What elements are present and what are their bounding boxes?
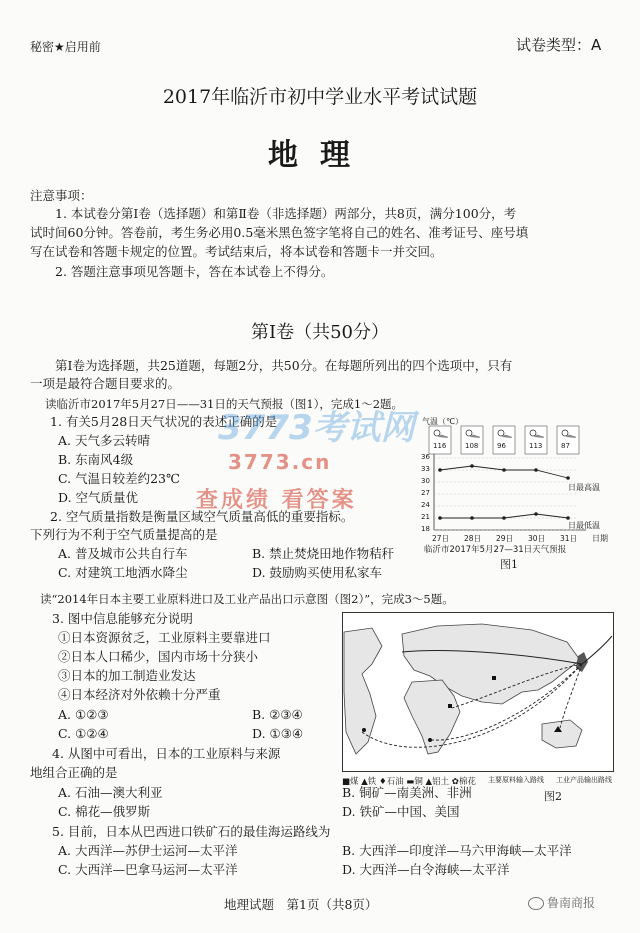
- world-map: [342, 612, 614, 772]
- read-instruction-2: 读“2014年日本主要工业原料进口及工业产品出口示意图（图2）”，完成3～5题。: [40, 592, 454, 606]
- aqi-label: 87: [561, 442, 570, 450]
- series-line-high: [440, 466, 568, 478]
- x-tick-label: 28日: [464, 534, 482, 543]
- point-high: [502, 468, 506, 472]
- fig2-caption: 图2: [544, 790, 562, 803]
- point-low: [470, 516, 474, 520]
- x-tick-label: 30日: [528, 534, 546, 543]
- resource-marker: [492, 676, 496, 680]
- q5-option-c: C. 大西洋—巴拿马运河—太平洋: [58, 862, 238, 877]
- notice-item2: 2. 答题注意事项见答题卡，答在本试卷上不得分。: [55, 264, 334, 279]
- notice-item1-line1: 1. 本试卷分第Ⅰ卷（选择题）和第Ⅱ卷（非选择题）两部分，共8页，满分100分，考: [55, 206, 517, 221]
- q2-option-d: D. 鼓励购买使用私家车: [252, 565, 383, 580]
- q2-stem-line2: 下列行为不利于空气质量提高的是: [30, 527, 218, 542]
- fig1-xaxis-label: 日期: [592, 534, 608, 543]
- q3-statement-2: ②日本人口稀少，国内市场十分狭小: [58, 649, 259, 664]
- read-instruction-1: 读临沂市2017年5月27日——31日的天气预报（图1），完成1～2题。: [45, 397, 404, 411]
- y-tick-label: 24: [421, 501, 430, 509]
- q4-stem-line2: 地组合正确的是: [30, 765, 118, 780]
- notice-item1-line2: 试时间60分钟。答卷前，考生务必用0.5毫米黑色签字笔将自己的姓名、准考证号、座号填: [30, 225, 529, 240]
- notice-item1-line3: 写在试卷和答题卡规定的位置。考试结束后，将本试卷和答题卡一并交回。: [30, 244, 443, 259]
- q2-option-c: C. 对建筑工地洒水降尘: [58, 565, 188, 580]
- q4-stem-line1: 4. 从图中可看出，日本的工业原料与来源: [52, 746, 281, 761]
- x-tick-label: 27日: [432, 534, 450, 543]
- resource-marker: [448, 704, 452, 708]
- fig1-caption-title: 临沂市2017年5月27—31日天气预报: [424, 545, 567, 555]
- point-high: [566, 476, 570, 480]
- paper-type: 试卷类型：A: [516, 36, 602, 54]
- point-low: [534, 512, 538, 516]
- x-tick-label: 31日: [560, 534, 578, 543]
- page-footer: 地理试题 第1页（共8页）: [224, 897, 378, 912]
- notice-heading: 注意事项：: [30, 188, 93, 203]
- y-tick-label: 36: [421, 453, 430, 461]
- q5-option-a: A. 大西洋—苏伊士运河—太平洋: [58, 843, 238, 858]
- q3-statement-3: ③日本的加工制造业发达: [58, 668, 196, 683]
- watermark-site: 3773考试网: [218, 408, 415, 448]
- point-high: [438, 468, 442, 472]
- resource-marker: [362, 728, 366, 732]
- y-tick-label: 27: [421, 489, 430, 497]
- aqi-label: 96: [497, 442, 506, 450]
- q4-option-c: C. 棉花—俄罗斯: [58, 804, 151, 819]
- exam-title: 2017年临沂市初中学业水平考试试题: [162, 86, 478, 108]
- q3-stem: 3. 图中信息能够充分说明: [52, 611, 193, 626]
- q1-stem: 1. 有关5月28日天气状况的表述正确的是: [50, 414, 278, 429]
- q1-option-c: C. 气温日较差约23℃: [58, 471, 180, 486]
- y-tick-label: 33: [421, 465, 430, 473]
- section-title: 第Ⅰ卷（共50分）: [250, 322, 389, 343]
- aqi-label: 116: [433, 442, 447, 450]
- q2-option-a: A. 普及城市公共自行车: [58, 546, 188, 561]
- q4-option-d: D. 铁矿—中国、美国: [342, 804, 460, 819]
- legend-low-temp: 日最低温: [568, 521, 600, 530]
- q5-option-d: D. 大西洋—白令海峡—太平洋: [342, 862, 510, 877]
- q5-stem: 5. 目前，日本从巴西进口铁矿石的最佳海运路线为: [52, 824, 331, 839]
- logo-text: 鲁南商报: [547, 896, 596, 910]
- point-low: [502, 516, 506, 520]
- point-high: [534, 468, 538, 472]
- q3-option-b: B. ②③④: [252, 707, 303, 722]
- map-legend-import: 主要原料输入路线: [488, 776, 544, 784]
- map-legend-export: 工业产品输出路线: [556, 776, 612, 784]
- q4-option-b: B. 铜矿—南美洲、非洲: [342, 785, 472, 800]
- y-tick-label: 18: [421, 525, 430, 533]
- intro-line2: 一项是最符合题目要求的。: [30, 376, 181, 391]
- figure-1: [418, 414, 613, 576]
- fig1-caption: 图1: [500, 558, 518, 571]
- q3-option-c: C. ①②④: [58, 726, 109, 741]
- fig1-unit-label: 气温（℃）: [422, 417, 463, 426]
- resource-marker: [428, 738, 432, 742]
- q1-option-d: D. 空气质量优: [58, 490, 139, 505]
- q3-option-d: D. ①③④: [252, 726, 304, 741]
- watermark-slogan: 查成绩 看答案: [196, 488, 357, 513]
- aqi-label: 108: [465, 442, 479, 450]
- q3-option-a: A. ①②③: [58, 707, 109, 722]
- subject-title: 地理: [268, 138, 372, 173]
- aqi-label: 113: [529, 442, 543, 450]
- newspaper-logo: [528, 894, 595, 911]
- q4-option-a: A. 石油—澳大利亚: [58, 785, 163, 800]
- x-tick-label: 29日: [496, 534, 514, 543]
- q3-statement-1: ①日本资源贫乏，工业原料主要靠进口: [58, 630, 271, 645]
- q2-option-b: B. 禁止焚烧田地作物秸秆: [252, 546, 395, 561]
- watermark-domain: 3773.cn: [228, 450, 332, 474]
- secret-label: 秘密★启用前: [30, 40, 101, 54]
- y-tick-label: 30: [421, 477, 430, 485]
- q1-option-a: A. 天气多云转晴: [58, 433, 150, 448]
- y-tick-label: 21: [421, 513, 430, 521]
- point-high: [470, 464, 474, 468]
- figure-2: [342, 612, 614, 802]
- intro-line1: 第Ⅰ卷为选择题，共25道题，每题2分，共50分。在每题所列出的四个选项中，只有: [55, 358, 513, 373]
- wechat-icon: [528, 897, 544, 910]
- q1-option-b: B. 东南风4级: [58, 452, 134, 467]
- q3-statement-4: ④日本经济对外依赖十分严重: [58, 687, 221, 702]
- q5-option-b: B. 大西洋—印度洋—马六甲海峡—太平洋: [342, 843, 572, 858]
- point-low: [438, 516, 442, 520]
- legend-high-temp: 日最高温: [568, 483, 600, 492]
- map-legend-resources: ■煤 ▲铁 ♦石油 ▬铜 ▲铝土 ✿棉花: [342, 777, 476, 787]
- q2-stem-line1: 2. 空气质量指数是衡量区域空气质量高低的重要指标。: [50, 509, 354, 524]
